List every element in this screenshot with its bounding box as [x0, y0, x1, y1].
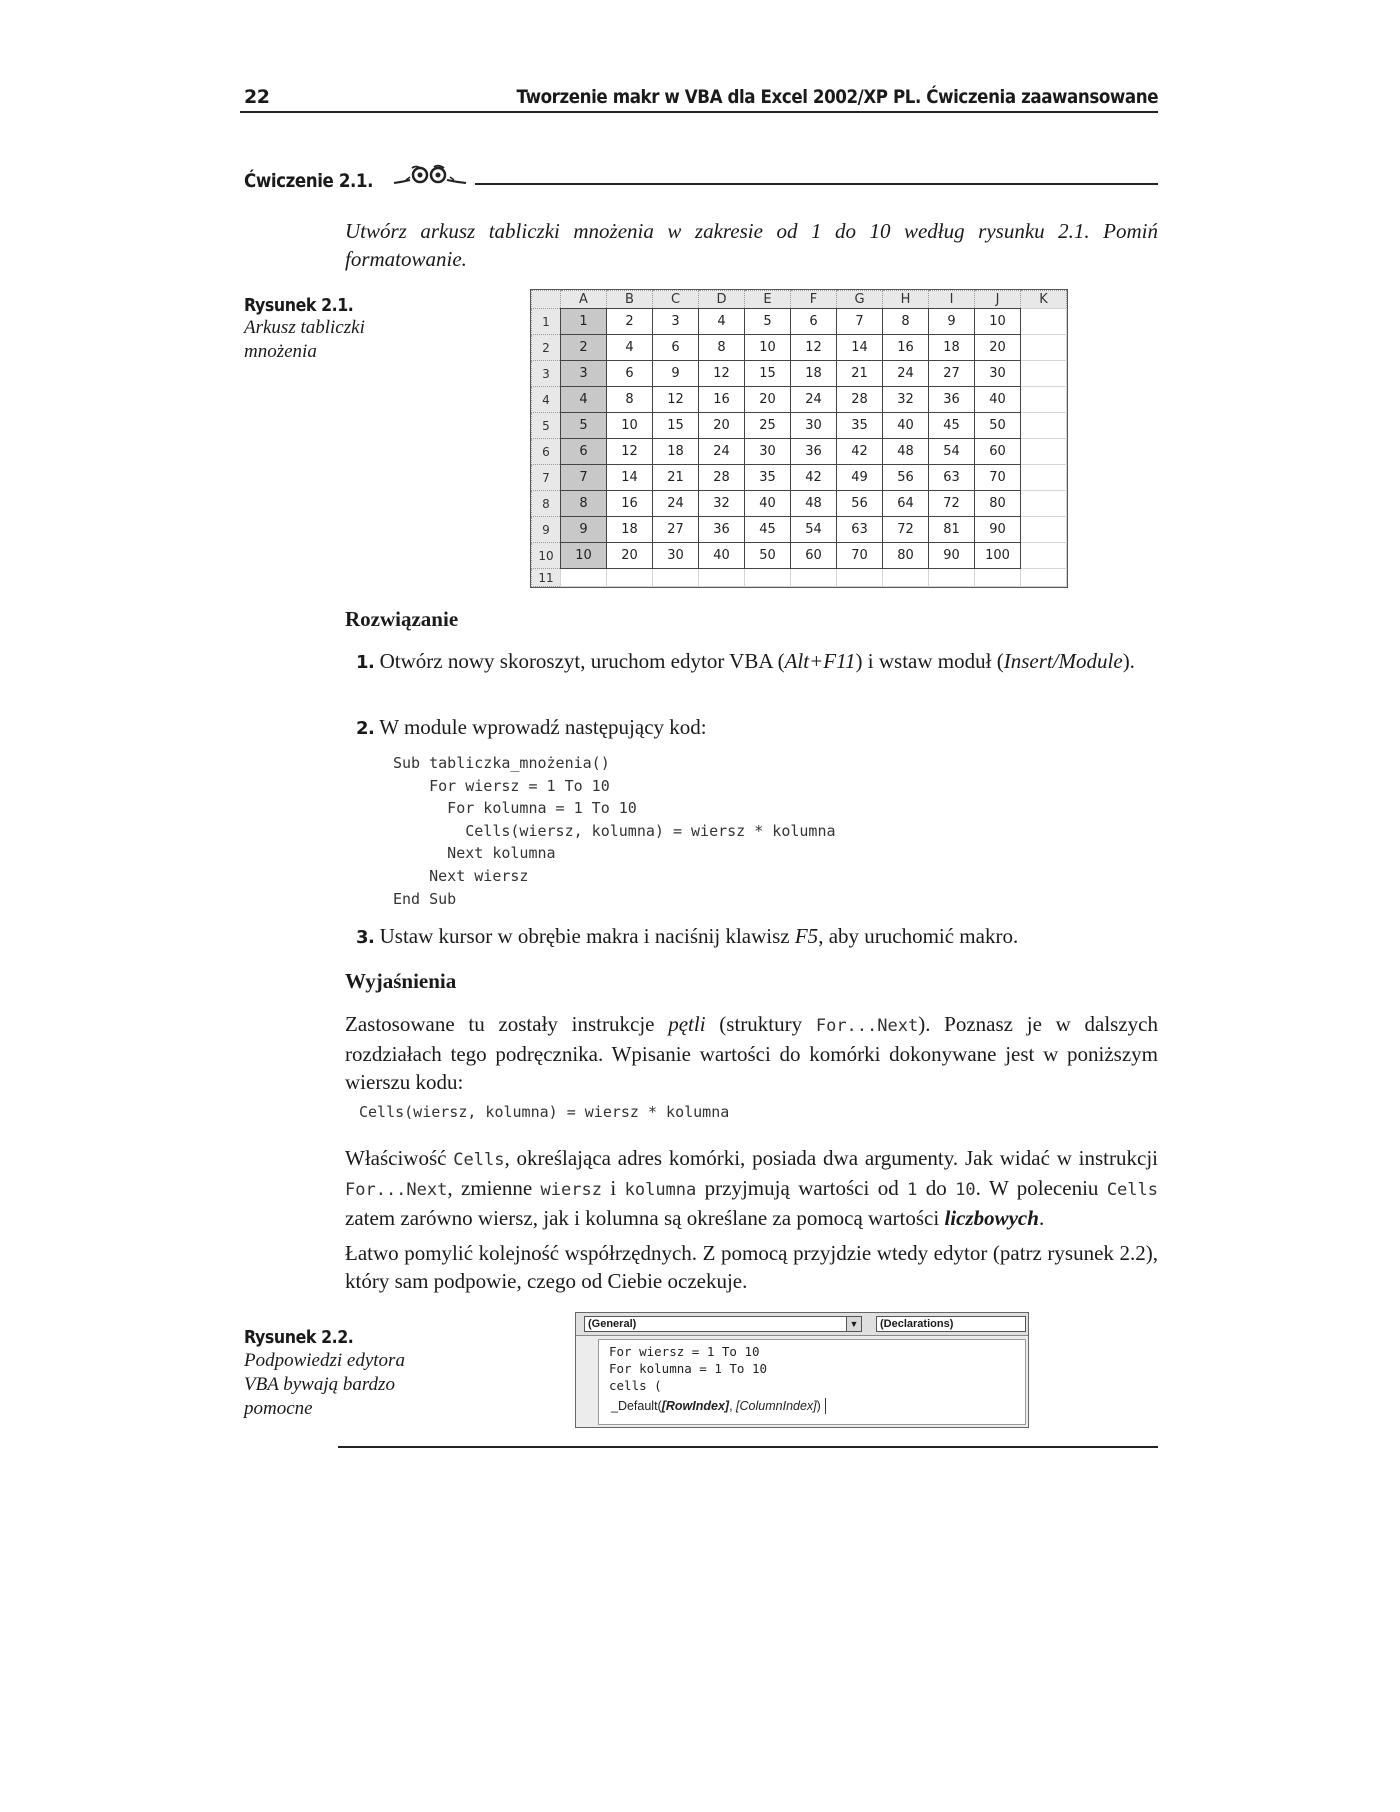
text-run: i	[601, 1176, 625, 1200]
inline-code: For...Next	[815, 1016, 919, 1036]
step-2	[356, 713, 1156, 743]
sheet-cell[interactable]: 40	[975, 387, 1021, 413]
row-header[interactable]: 1	[532, 309, 561, 335]
sheet-cell[interactable]: 54	[791, 517, 837, 543]
sheet-cell[interactable]: 1	[561, 309, 607, 335]
sheet-cell[interactable]: 36	[791, 439, 837, 465]
sheet-cell[interactable]: 7	[837, 309, 883, 335]
step-text: Otwórz nowy skoroszyt, uruchom edytor VBA (	[379, 649, 785, 673]
sheet-cell[interactable]: 56	[837, 491, 883, 517]
sheet-cell[interactable]: 18	[607, 517, 653, 543]
column-header[interactable]: A	[561, 291, 607, 309]
sheet-cell[interactable]: 6	[607, 361, 653, 387]
column-header[interactable]: F	[791, 291, 837, 309]
sheet-cell[interactable]: 70	[975, 465, 1021, 491]
sheet-cell[interactable]: 80	[883, 543, 929, 569]
header-rule	[240, 111, 1158, 113]
sheet-cell[interactable]: 90	[929, 543, 975, 569]
sheet-cell[interactable]: 6	[561, 439, 607, 465]
row-header[interactable]: 7	[532, 465, 561, 491]
sheet-cell[interactable]: 9	[653, 361, 699, 387]
sheet-cell[interactable]: 12	[653, 387, 699, 413]
sheet-cell[interactable]: 30	[653, 543, 699, 569]
sheet-cell[interactable]: 8	[607, 387, 653, 413]
sheet-cell[interactable]	[883, 569, 929, 587]
sheet-cell[interactable]: 100	[975, 543, 1021, 569]
sheet-cell[interactable]: 28	[837, 387, 883, 413]
sheet-cell[interactable]	[837, 569, 883, 587]
sheet-cell[interactable]: 30	[791, 413, 837, 439]
code-line: Cells(wiersz, kolumna) = wiersz * kolumna	[393, 821, 836, 840]
code-line: For kolumna = 1 To 10	[393, 799, 637, 818]
sheet-cell[interactable]: 50	[975, 413, 1021, 439]
sheet-cell[interactable]	[1021, 517, 1067, 543]
editor-code-line: For wiersz = 1 To 10	[609, 1344, 760, 1359]
sheet-cell[interactable]: 18	[929, 335, 975, 361]
tooltip-arg: [ColumnIndex]	[736, 1399, 817, 1413]
sheet-cell[interactable]	[1021, 413, 1067, 439]
sheet-cell[interactable]: 32	[699, 491, 745, 517]
sheet-cell[interactable]: 8	[883, 309, 929, 335]
code-pane[interactable]	[598, 1339, 1026, 1425]
procedure-combo-value: (Declarations)	[880, 1318, 954, 1330]
sheet-cell[interactable]: 2	[561, 335, 607, 361]
sheet-cell[interactable]: 3	[653, 309, 699, 335]
bold-italic-term: liczbowych	[944, 1206, 1039, 1230]
column-header[interactable]: I	[929, 291, 975, 309]
tooltip-text: )	[816, 1399, 821, 1413]
text-run: , określająca adres komórki, posiada dwa argumenty. Jak widać w instrukcji	[504, 1146, 1159, 1170]
sheet-cell[interactable]: 9	[561, 517, 607, 543]
code-line: Next kolumna	[393, 844, 556, 863]
sheet-cell[interactable]: 12	[607, 439, 653, 465]
text-run: przyjmują wartości od	[696, 1176, 908, 1200]
sheet-cell[interactable]	[1021, 309, 1067, 335]
figure-caption: Arkusz tabliczki mnożenia	[244, 317, 365, 362]
footer-rule	[338, 1446, 1158, 1448]
sheet-cell[interactable]: 15	[745, 361, 791, 387]
column-header[interactable]: C	[653, 291, 699, 309]
sheet-cell[interactable]: 24	[653, 491, 699, 517]
code-line: Next wiersz	[393, 866, 529, 885]
inline-code: 10	[955, 1180, 976, 1200]
sheet-cell[interactable]: 3	[561, 361, 607, 387]
text-run: .	[1038, 1206, 1045, 1230]
sheet-cell[interactable]: 40	[745, 491, 791, 517]
column-header[interactable]: E	[745, 291, 791, 309]
sheet-cell[interactable]: 9	[929, 309, 975, 335]
sheet-cell[interactable]: 60	[975, 439, 1021, 465]
sheet-cell[interactable]	[929, 569, 975, 587]
sheet-cell[interactable]: 4	[561, 387, 607, 413]
sheet-cell[interactable]: 27	[929, 361, 975, 387]
sheet-cell[interactable]: 80	[975, 491, 1021, 517]
text-run: , zmienne	[447, 1176, 541, 1200]
text-run: Zastosowane tu zostały instrukcje	[345, 1012, 669, 1036]
row-header[interactable]: 6	[532, 439, 561, 465]
step-text: W module wprowadź następujący kod:	[379, 715, 707, 739]
italic-term: pętli	[668, 1012, 706, 1036]
sheet-cell[interactable]: 30	[975, 361, 1021, 387]
sheet-cell[interactable]: 30	[745, 439, 791, 465]
sheet-cell[interactable]: 18	[791, 361, 837, 387]
column-header[interactable]: D	[699, 291, 745, 309]
sheet-cell[interactable]	[1021, 543, 1067, 569]
sheet-cell[interactable]: 32	[883, 387, 929, 413]
step-text: , aby uruchomić makro.	[818, 924, 1019, 948]
sheet-cell[interactable]: 10	[745, 335, 791, 361]
sheet-cell[interactable]: 6	[653, 335, 699, 361]
sheet-cell[interactable]: 20	[745, 387, 791, 413]
code-line: Cells(wiersz, kolumna) = wiersz * kolumna	[359, 1103, 730, 1121]
step-text: ) i wstaw moduł (	[855, 649, 1004, 673]
text-run: ). Poznasz je w dalszych rozdziałach tego podręcznika. Wpisanie wartości do komórki dokonywane jest w poniższym wierszu kodu:	[345, 1012, 1158, 1094]
step-number: 1.	[356, 652, 375, 673]
sheet-cell[interactable]: 5	[561, 413, 607, 439]
row-header[interactable]: 9	[532, 517, 561, 543]
sheet-cell[interactable]: 2	[607, 309, 653, 335]
sheet-cell[interactable]: 48	[791, 491, 837, 517]
sheet-cell[interactable]	[1021, 387, 1067, 413]
sheet-cell[interactable]	[561, 569, 607, 587]
sheet-cell[interactable]	[1021, 439, 1067, 465]
sheet-cell[interactable]: 16	[699, 387, 745, 413]
sheet-cell[interactable]	[745, 569, 791, 587]
sheet-cell[interactable]: 27	[653, 517, 699, 543]
sheet-cell[interactable]: 18	[653, 439, 699, 465]
sheet-cell[interactable]	[1021, 491, 1067, 517]
page-number: 22	[244, 86, 270, 108]
sheet-cell[interactable]	[791, 569, 837, 587]
sheet-cell[interactable]	[699, 569, 745, 587]
vba-editor-window	[575, 1312, 1029, 1428]
sheet-cell[interactable]: 20	[607, 543, 653, 569]
sheet-cell[interactable]: 21	[837, 361, 883, 387]
sheet-cell[interactable]: 63	[929, 465, 975, 491]
exercise-task: Utwórz arkusz tabliczki mnożenia w zakresie od 1 do 10 według rysunku 2.1. Pomiń formatowanie.	[345, 219, 1158, 271]
step-text: Ustaw kursor w obrębie makra i naciśnij klawisz	[379, 924, 795, 948]
sheet-cell[interactable]: 50	[745, 543, 791, 569]
tooltip-text: ,	[729, 1399, 737, 1413]
shortcut-key: Alt+F11	[784, 649, 856, 673]
sheet-cell[interactable]	[975, 569, 1021, 587]
sheet-cell[interactable]: 60	[791, 543, 837, 569]
paragraph	[345, 1144, 1158, 1232]
sheet-cell[interactable]: 12	[791, 335, 837, 361]
step-text: ).	[1122, 649, 1135, 673]
text-run: . W poleceniu	[975, 1176, 1107, 1200]
inline-code: Cells	[1106, 1180, 1158, 1200]
step-number: 3.	[356, 927, 375, 948]
object-combo-value: (General)	[588, 1318, 637, 1330]
row-header[interactable]: 5	[532, 413, 561, 439]
sheet-cell[interactable]: 10	[561, 543, 607, 569]
column-header[interactable]: J	[975, 291, 1021, 309]
running-title: Tworzenie makr w VBA dla Excel 2002/XP PL. Ćwiczenia zaawansowane	[516, 86, 1158, 108]
sheet-cell[interactable]: 56	[883, 465, 929, 491]
sheet-cell[interactable]: 49	[837, 465, 883, 491]
sheet-cell[interactable]: 48	[883, 439, 929, 465]
sheet-cell[interactable]: 14	[837, 335, 883, 361]
sheet-cell[interactable]: 14	[607, 465, 653, 491]
sheet-cell[interactable]: 7	[561, 465, 607, 491]
column-header[interactable]: H	[883, 291, 929, 309]
sheet-cell[interactable]: 20	[975, 335, 1021, 361]
sheet-cell[interactable]: 24	[883, 361, 929, 387]
text-run: Właściwość	[345, 1146, 454, 1170]
sheet-cell[interactable]: 8	[699, 335, 745, 361]
row-header[interactable]: 8	[532, 491, 561, 517]
inline-code: For...Next	[345, 1180, 448, 1200]
tooltip-text: _Default(	[611, 1399, 662, 1413]
sheet-cell[interactable]: 24	[699, 439, 745, 465]
code-line: End Sub	[393, 889, 457, 908]
sheet-cell[interactable]	[1021, 361, 1067, 387]
inline-code: wiersz	[540, 1180, 602, 1200]
step-number: 2.	[356, 718, 375, 739]
sheet-cell[interactable]: 6	[791, 309, 837, 335]
exercise-rule	[475, 183, 1158, 185]
paragraph	[345, 1010, 1158, 1096]
sheet-cell[interactable]: 54	[929, 439, 975, 465]
sheet-cell[interactable]: 21	[653, 465, 699, 491]
column-header[interactable]: K	[1021, 291, 1067, 309]
sheet-cell[interactable]: 72	[929, 491, 975, 517]
sheet-cell[interactable]: 15	[653, 413, 699, 439]
sheet-cell[interactable]: 8	[561, 491, 607, 517]
sheet-cell[interactable]: 70	[837, 543, 883, 569]
select-all-corner[interactable]	[532, 291, 561, 309]
sheet-cell[interactable]: 5	[745, 309, 791, 335]
text-run: do	[917, 1176, 956, 1200]
row-header[interactable]: 10	[532, 543, 561, 569]
object-combo[interactable]	[584, 1316, 862, 1332]
sheet-cell[interactable]: 63	[837, 517, 883, 543]
row-header[interactable]: 3	[532, 361, 561, 387]
sheet-cell[interactable]: 4	[699, 309, 745, 335]
row-header[interactable]: 4	[532, 387, 561, 413]
sheet-cell[interactable]	[1021, 465, 1067, 491]
sheet-cell[interactable]: 10	[975, 309, 1021, 335]
explanations-heading: Wyjaśnienia	[345, 969, 457, 993]
editor-toolbar	[576, 1313, 1028, 1336]
sheet-cell[interactable]: 36	[699, 517, 745, 543]
column-header[interactable]: B	[607, 291, 653, 309]
sheet-cell[interactable]: 40	[883, 413, 929, 439]
sheet-cell[interactable]: 64	[883, 491, 929, 517]
sheet-cell[interactable]: 35	[745, 465, 791, 491]
floral-ornament-icon	[392, 163, 468, 187]
sheet-cell[interactable]: 42	[791, 465, 837, 491]
sheet-cell[interactable]: 36	[929, 387, 975, 413]
sheet-cell[interactable]: 81	[929, 517, 975, 543]
multiplication-spreadsheet	[530, 289, 1068, 588]
procedure-combo[interactable]	[876, 1316, 1026, 1332]
sheet-cell[interactable]: 20	[699, 413, 745, 439]
inline-code: 1	[907, 1180, 918, 1200]
sheet-cell[interactable]: 72	[883, 517, 929, 543]
paragraph: Łatwo pomylić kolejność współrzędnych. Z pomocą przyjdzie wtedy edytor (patrz rysunek 2.2), który sam podpowie, czego od Ciebie oczekuje.	[345, 1241, 1158, 1293]
inline-code: Cells	[453, 1150, 505, 1170]
step-1	[356, 647, 1156, 677]
sheet-cell[interactable]: 90	[975, 517, 1021, 543]
sheet-cell[interactable]: 16	[607, 491, 653, 517]
sheet-cell[interactable]: 45	[745, 517, 791, 543]
sheet-cell[interactable]	[1021, 569, 1067, 587]
text-run: zatem zarówno wiersz, jak i kolumna są określane za pomocą wartości	[345, 1206, 945, 1230]
sheet-cell[interactable]: 4	[607, 335, 653, 361]
dropdown-arrow-icon[interactable]: ▼	[846, 1317, 861, 1331]
sheet-cell[interactable]	[653, 569, 699, 587]
row-header[interactable]: 2	[532, 335, 561, 361]
sheet-cell[interactable]: 42	[837, 439, 883, 465]
figure-label: Rysunek 2.1.	[244, 295, 354, 316]
sheet-cell[interactable]: 35	[837, 413, 883, 439]
sheet-cell[interactable]: 16	[883, 335, 929, 361]
sheet-cell[interactable]: 10	[607, 413, 653, 439]
exercise-label: Ćwiczenie 2.1.	[244, 170, 374, 192]
quick-info-tooltip	[607, 1398, 826, 1414]
inline-code: kolumna	[624, 1180, 697, 1200]
sheet-cell[interactable]	[1021, 335, 1067, 361]
tooltip-current-arg: [RowIndex]	[661, 1399, 730, 1413]
sheet-cell[interactable]: 25	[745, 413, 791, 439]
editor-code-line: cells (	[609, 1378, 662, 1393]
shortcut-key: F5	[794, 924, 819, 948]
figure-label: Rysunek 2.2.	[244, 1327, 354, 1348]
step-3	[356, 922, 1156, 952]
editor-code-line: For kolumna = 1 To 10	[609, 1361, 768, 1376]
sheet-cell[interactable]: 45	[929, 413, 975, 439]
menu-path: Insert/Module	[1003, 649, 1123, 673]
sheet-cell[interactable]: 28	[699, 465, 745, 491]
code-line: Sub tabliczka_mnożenia()	[393, 754, 610, 772]
sheet-cell[interactable]	[607, 569, 653, 587]
solution-heading: Rozwiązanie	[345, 607, 459, 631]
code-line: For wiersz = 1 To 10	[393, 776, 610, 795]
sheet-cell[interactable]: 12	[699, 361, 745, 387]
column-header[interactable]: G	[837, 291, 883, 309]
sheet-cell[interactable]: 24	[791, 387, 837, 413]
row-header[interactable]: 11	[532, 569, 561, 587]
code-block	[393, 752, 836, 910]
figure-caption: Podpowiedzi edytora VBA bywają bardzo pomocne	[244, 1350, 405, 1419]
text-run: (struktury	[705, 1012, 816, 1036]
sheet-cell[interactable]: 40	[699, 543, 745, 569]
